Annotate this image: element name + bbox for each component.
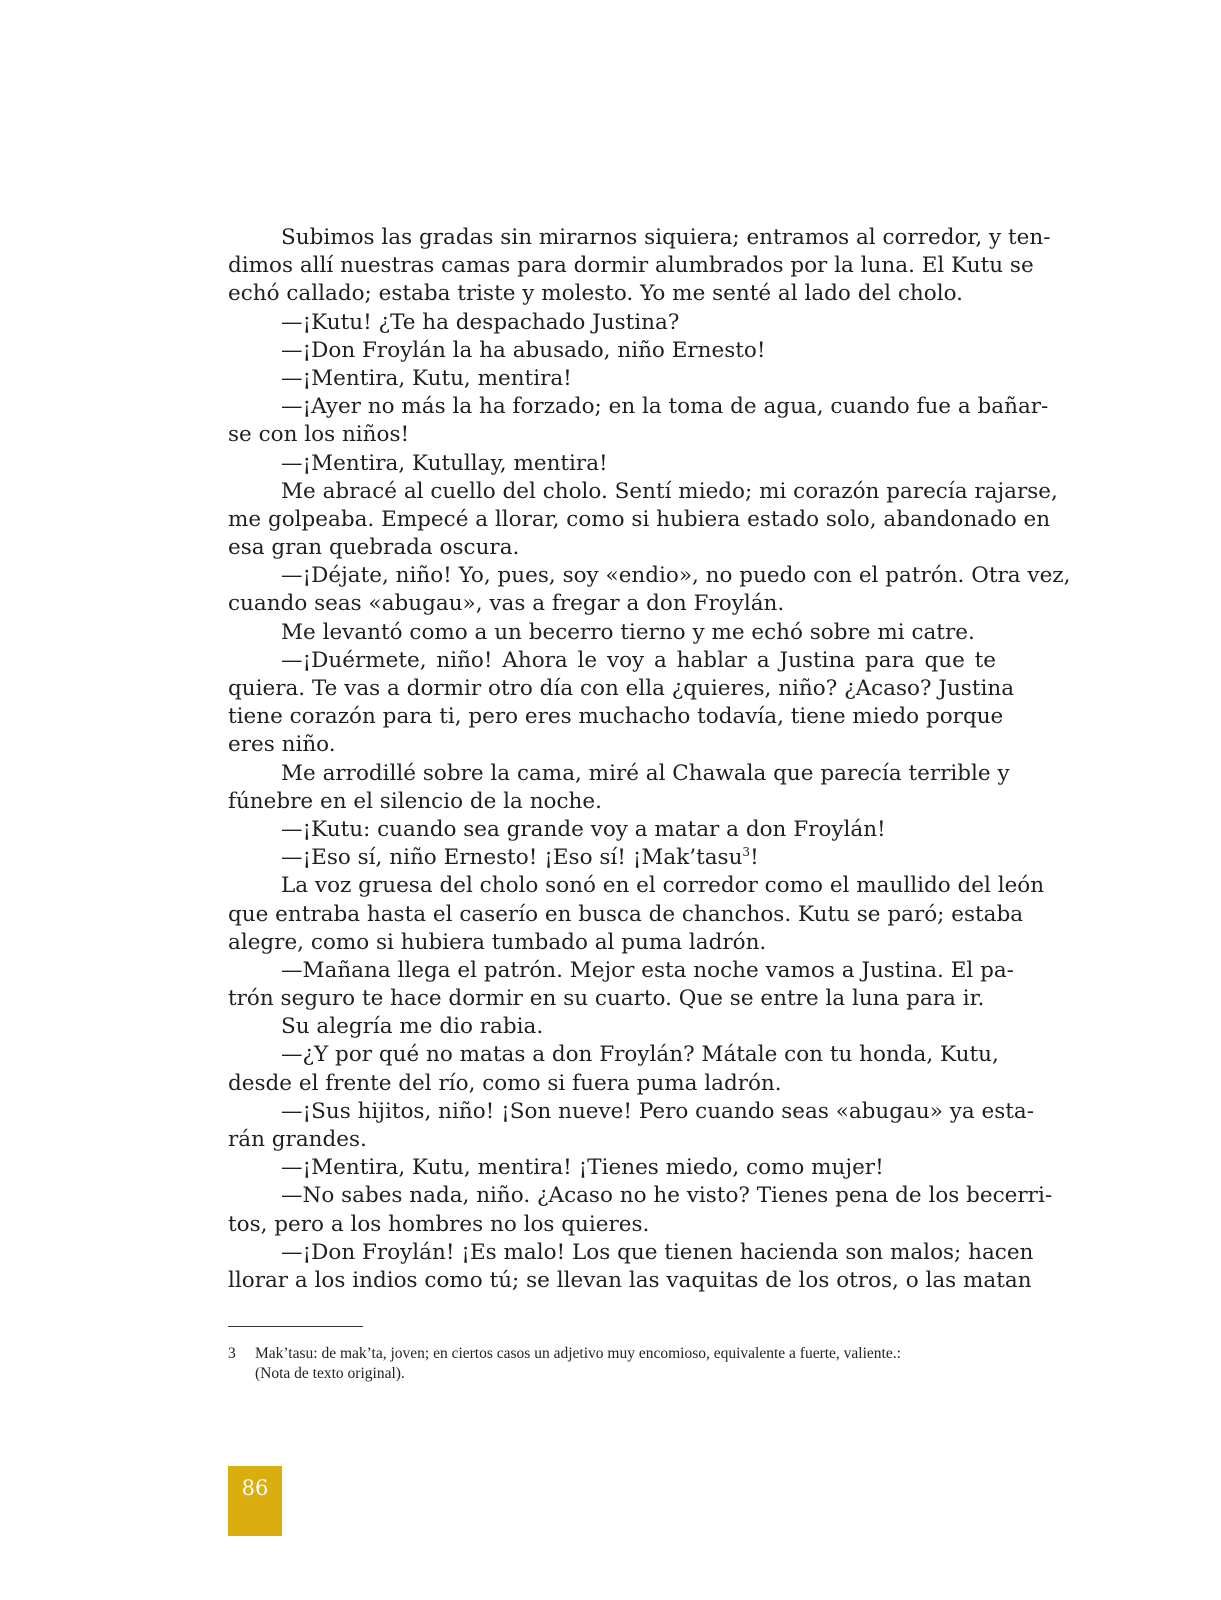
- text-line: [228, 675, 1015, 703]
- footnote-divider: [228, 1326, 363, 1327]
- text-line-content: —¡Don Froylán la ha abusado, niño Ernesto!: [281, 337, 766, 363]
- text-line-content: eres niño.: [228, 732, 336, 758]
- text-line-content: que entraba hasta el caserío en busca de chanchos. Kutu se paró; estaba: [228, 901, 1024, 927]
- text-line-content: quiera. Te vas a dormir otro día con ella ¿quieres, niño? ¿Acaso? Justina: [228, 676, 1015, 701]
- text-line: [228, 1013, 996, 1041]
- text-line-content: me golpeaba. Empecé a llorar, como si hubiera estado solo, abandonado en: [228, 506, 1051, 532]
- text-line: [228, 1267, 1032, 1295]
- text-line: [228, 590, 996, 618]
- text-line-content: Me levantó como a un becerro tierno y me echó sobre mi catre.: [281, 619, 975, 645]
- text-line: [228, 280, 996, 308]
- text-line-content: —¡Kutu: cuando sea grande voy a matar a don Froylán!: [281, 816, 886, 842]
- text-line: [228, 929, 996, 957]
- text-line: [228, 450, 996, 478]
- text-line: [228, 1126, 996, 1154]
- text-line: [228, 478, 1058, 506]
- text-line: [228, 1211, 996, 1239]
- text-line-content: —¡Eso sí, niño Ernesto! ¡Eso sí! ¡Mak’tasu: [281, 845, 743, 871]
- text-line-content: Me abracé al cuello del cholo. Sentí miedo; mi corazón parecía rajarse,: [281, 478, 1058, 504]
- footnote-text-line-1: Mak’tasu: de mak’ta, joven; en ciertos casos un adjetivo muy encomioso, equivalente a fuerte, valiente.:: [255, 1345, 901, 1362]
- text-line-content: —¡Duérmete, niño! Ahora le voy a hablar a Justina para que te: [281, 647, 996, 673]
- text-line: [228, 957, 1014, 985]
- text-line: [228, 731, 996, 759]
- text-line: [228, 309, 996, 337]
- text-line: [228, 1070, 996, 1098]
- body-text: [228, 224, 1071, 1295]
- text-line-content: trón seguro te hace dormir en su cuarto. Que se entre la luna para ir.: [228, 986, 985, 1012]
- footnote-number: 3: [228, 1345, 236, 1362]
- text-line: [228, 252, 1034, 280]
- footnote: [228, 1344, 996, 1384]
- text-line: [228, 506, 1051, 534]
- text-line: [228, 1239, 1034, 1267]
- text-line-content: —¡Sus hijitos, niño! ¡Son nueve! Pero cuando seas «abugau» ya esta-: [281, 1098, 1034, 1124]
- text-line-content: Me arrodillé sobre la cama, miré al Chawala que parecía terrible y: [281, 760, 1010, 786]
- text-line-content: dimos allí nuestras camas para dormir alumbrados por la luna. El Kutu se: [228, 253, 1034, 279]
- text-line: [228, 534, 996, 562]
- text-line: [228, 816, 996, 844]
- text-line: [228, 647, 996, 675]
- text-line: [228, 421, 996, 449]
- text-line-content: rán grandes.: [228, 1127, 367, 1152]
- text-line: [228, 393, 1049, 421]
- text-line: [228, 1182, 1053, 1210]
- text-line-content: —¡Mentira, Kutu, mentira!: [281, 365, 572, 391]
- text-line: [228, 844, 996, 872]
- text-line-tail: !: [750, 845, 759, 871]
- text-line: [228, 1041, 999, 1069]
- text-line-content: se con los niños!: [228, 422, 410, 448]
- text-line-content: —¿Y por qué no matas a don Froylán? Mátale con tu honda, Kutu,: [281, 1042, 999, 1068]
- text-line-content: tiene corazón para ti, pero eres muchacho todavía, tiene miedo porque: [228, 704, 1004, 730]
- text-line: [228, 1154, 996, 1182]
- text-line-content: La voz gruesa del cholo sonó en el corredor como el maullido del león: [281, 873, 1045, 899]
- text-line-content: —¡Kutu! ¿Te ha despachado Justina?: [281, 309, 680, 335]
- text-line-content: fúnebre en el silencio de la noche.: [228, 788, 602, 814]
- footnote-reference: 3: [742, 845, 751, 860]
- text-line-content: —¡Mentira, Kutu, mentira! ¡Tienes miedo, como mujer!: [281, 1155, 884, 1181]
- text-line-content: —¡Mentira, Kutullay, mentira!: [281, 450, 608, 476]
- text-line: [228, 703, 1004, 731]
- text-line-content: —¡Déjate, niño! Yo, pues, soy «endio», no puedo con el patrón. Otra vez,: [281, 563, 1071, 589]
- text-line-content: esa gran quebrada oscura.: [228, 535, 520, 561]
- text-line: [228, 872, 1045, 900]
- text-line-content: tos, pero a los hombres no los quieres.: [228, 1211, 650, 1237]
- page-number: 86: [241, 1476, 269, 1500]
- text-line: [228, 224, 1051, 252]
- text-line-content: alegre, como si hubiera tumbado al puma ladrón.: [228, 929, 767, 955]
- text-line: [228, 337, 996, 365]
- text-line-content: Su alegría me dio rabia.: [281, 1014, 544, 1040]
- text-line: [228, 901, 1024, 929]
- text-line: [228, 562, 1071, 590]
- text-line-content: —No sabes nada, niño. ¿Acaso no he visto? Tienes pena de los becerri-: [281, 1183, 1053, 1209]
- page-number-box: [228, 1466, 282, 1536]
- text-line: [228, 365, 996, 393]
- text-line-content: desde el frente del río, como si fuera puma ladrón.: [228, 1070, 782, 1096]
- text-line-content: llorar a los indios como tú; se llevan las vaquitas de los otros, o las matan: [228, 1267, 1032, 1293]
- text-line: [228, 619, 996, 647]
- text-line-content: —Mañana llega el patrón. Mejor esta noche vamos a Justina. El pa-: [281, 957, 1014, 983]
- text-line: [228, 760, 1010, 788]
- text-line-content: cuando seas «abugau», vas a fregar a don Froylán.: [228, 591, 785, 617]
- text-line-content: echó callado; estaba triste y molesto. Yo me senté al lado del cholo.: [228, 281, 963, 307]
- text-line-content: —¡Don Froylán! ¡Es malo! Los que tienen hacienda son malos; hacen: [281, 1239, 1034, 1265]
- footnote-text-line-2: (Nota de texto original).: [255, 1365, 405, 1382]
- text-line-content: —¡Ayer no más la ha forzado; en la toma de agua, cuando fue a bañar-: [281, 394, 1049, 420]
- text-line: [228, 1098, 1034, 1126]
- text-line: [228, 788, 996, 816]
- text-line: [228, 985, 996, 1013]
- text-line-content: Subimos las gradas sin mirarnos siquiera; entramos al corredor, y ten-: [281, 225, 1051, 250]
